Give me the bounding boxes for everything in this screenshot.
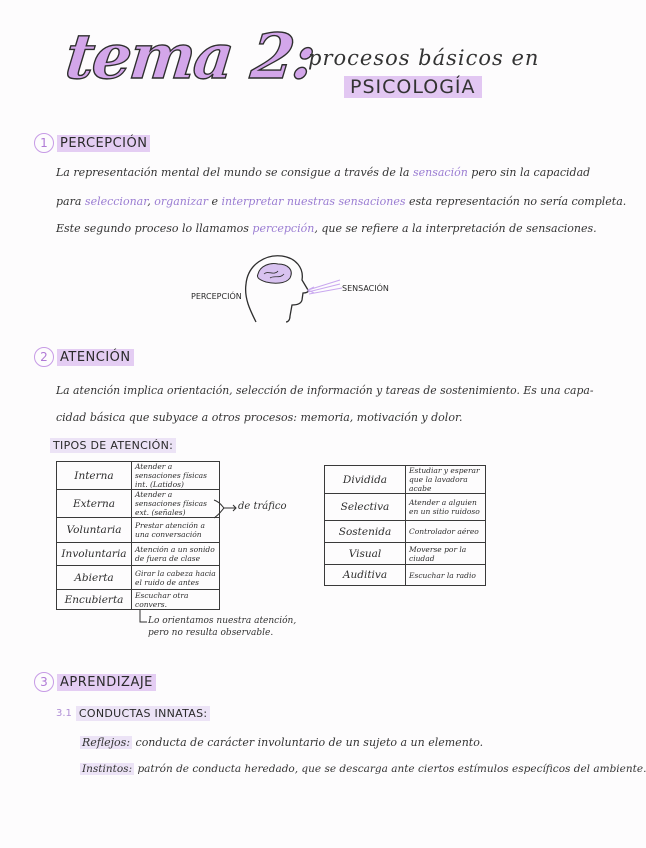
table-row xyxy=(57,490,220,518)
table-row xyxy=(325,543,486,565)
text: pero sin la capacidad xyxy=(467,166,591,179)
table-row xyxy=(325,565,486,586)
cell-example: Atender a sensaciones físicas int. (Latidos) xyxy=(132,462,220,490)
percepcion-line-2 xyxy=(56,195,626,208)
cell-type: Auditiva xyxy=(325,565,406,586)
section-number-badge: 2 xyxy=(34,347,54,367)
percepcion-line-1 xyxy=(56,166,590,179)
attention-types-table-right xyxy=(324,465,486,586)
text: , que se refiere a la interpretación de sensaciones. xyxy=(314,222,597,235)
title-subtitle-line1: procesos básicos en xyxy=(308,46,540,70)
term-organizar: organizar xyxy=(154,195,208,208)
cell-type: Externa xyxy=(57,490,132,518)
tipos-atencion-title: TIPOS DE ATENCIÓN: xyxy=(50,438,176,453)
term-seleccionar: seleccionar xyxy=(84,195,148,208)
table-row xyxy=(325,466,486,494)
cell-type: Voluntaria xyxy=(57,518,132,543)
section-percepcion-header xyxy=(34,131,150,155)
reflejos-line xyxy=(80,736,483,749)
cell-example: Atención a un sonido de fuera de clase xyxy=(132,543,220,566)
note-encubierta-2: pero no resulta observable. xyxy=(148,628,274,638)
term-percepcion: percepción xyxy=(252,222,315,235)
cell-type: Encubierta xyxy=(57,590,132,610)
section-number-badge: 3 xyxy=(34,672,54,692)
atencion-line-2: cidad básica que subyace a otros procesos: memoria, motivación y dolor. xyxy=(56,411,463,424)
cell-example: Controlador aéreo xyxy=(406,521,486,543)
section-number-badge: 1 xyxy=(34,133,54,153)
attention-types-table-left xyxy=(56,461,220,610)
section-atencion-header xyxy=(34,345,134,369)
subsection-title: CONDUCTAS INNATAS: xyxy=(76,706,211,721)
cell-example: Escuchar la radio xyxy=(406,565,486,586)
table-row xyxy=(57,566,220,590)
text: , xyxy=(147,195,155,208)
table-row xyxy=(57,543,220,566)
term-interpretar: interpretar nuestras sensaciones xyxy=(221,195,406,208)
text: conducta de carácter involuntario de un sujeto a un elemento. xyxy=(132,736,484,749)
cell-example: Escuchar otra convers. xyxy=(132,590,220,610)
cell-type: Dividida xyxy=(325,466,406,494)
percepcion-line-3 xyxy=(56,222,597,235)
term-reflejos: Reflejos: xyxy=(82,736,131,749)
text: patrón de conducta heredado, que se descarga ante ciertos estímulos específicos del ambiente. xyxy=(134,763,646,775)
text: La representación mental del mundo se consigue a través de la xyxy=(56,166,413,179)
tipos-atencion-heading xyxy=(50,434,176,453)
title-psicologia: PSICOLOGÍA xyxy=(344,76,482,98)
cell-type: Interna xyxy=(57,462,132,490)
cell-example: Prestar atención a una conversación xyxy=(132,518,220,543)
table-row xyxy=(57,518,220,543)
cell-example: Estudiar y esperar que la lavadora acabe xyxy=(406,466,486,494)
note-encubierta-1: Lo orientamos nuestra atención, xyxy=(148,616,297,626)
text: para xyxy=(56,195,85,208)
cell-type: Selectiva xyxy=(325,494,406,521)
title-tema: tema 2: xyxy=(62,20,318,93)
cell-example: Girar la cabeza hacia el ruido de antes xyxy=(132,566,220,590)
table-row xyxy=(57,462,220,490)
term-sensacion: sensación xyxy=(412,166,468,179)
subsection-number: 3.1 xyxy=(56,708,72,719)
text: e xyxy=(207,195,222,208)
instintos-line xyxy=(80,763,646,775)
cell-type: Abierta xyxy=(57,566,132,590)
section-title-percepcion: PERCEPCIÓN xyxy=(57,135,150,152)
cell-type: Sostenida xyxy=(325,521,406,543)
table-row xyxy=(57,590,220,610)
figure-label-sensacion: SENSACIÓN xyxy=(342,284,389,293)
section-title-aprendizaje: APRENDIZAJE xyxy=(57,674,156,691)
figure-label-percepcion: PERCEPCIÓN xyxy=(191,292,242,301)
atencion-line-1: La atención implica orientación, selección de información y tareas de sostenimiento. Es una capa- xyxy=(56,384,594,397)
cell-example: Atender a alguien en un sitio ruidoso xyxy=(406,494,486,521)
cell-example: Moverse por la ciudad xyxy=(406,543,486,565)
text: Este segundo proceso lo llamamos xyxy=(56,222,253,235)
table-row xyxy=(325,494,486,521)
note-de-trafico: de tráfico xyxy=(238,501,287,512)
subsection-conductas-innatas xyxy=(56,706,210,721)
cell-type: Visual xyxy=(325,543,406,565)
term-instintos: Instintos: xyxy=(82,763,133,775)
section-aprendizaje-header xyxy=(34,670,156,694)
cell-example: Atender a sensaciones físicas ext. (señales) xyxy=(132,490,220,518)
table-row xyxy=(325,521,486,543)
cell-type: Involuntaria xyxy=(57,543,132,566)
title-subtitle-line2 xyxy=(344,76,482,98)
section-title-atencion: ATENCIÓN xyxy=(57,349,134,366)
text: esta representación no sería completa. xyxy=(405,195,627,208)
